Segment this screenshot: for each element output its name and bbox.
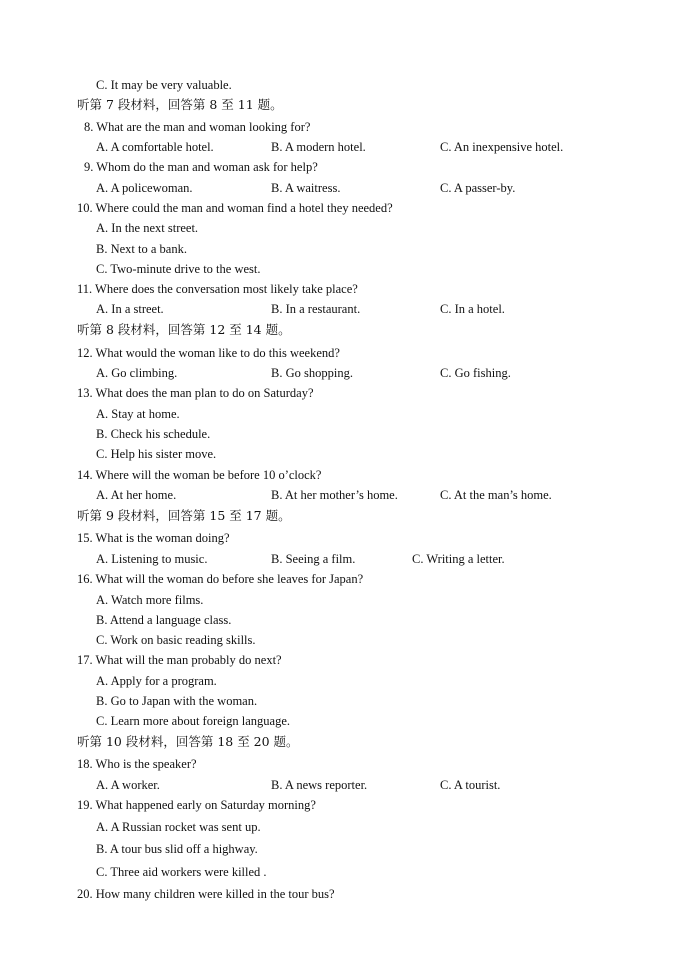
option-line: C. Three aid workers were killed . (96, 865, 267, 879)
option-line: B. At her mother’s home. (271, 488, 398, 502)
option-line: A. A policewoman. (96, 181, 193, 195)
option-line: A. Go climbing. (96, 366, 178, 380)
option-line: B. A waitress. (271, 181, 341, 195)
question-line: 13. What does the man plan to do on Saturday? (77, 386, 314, 400)
option-line: A. Listening to music. (96, 552, 208, 566)
option-line: A. Stay at home. (96, 407, 180, 421)
option-line: A. At her home. (96, 488, 177, 502)
option-line: A. Apply for a program. (96, 674, 217, 688)
question-line: 18. Who is the speaker? (77, 757, 197, 771)
question-line: 8. What are the man and woman looking for? (84, 120, 311, 134)
option-line: C. Help his sister move. (96, 447, 217, 461)
option-line: B. Check his schedule. (96, 427, 211, 441)
option-line: C. Go fishing. (440, 366, 511, 380)
option-line: C. A tourist. (440, 778, 501, 792)
option-line: C. An inexpensive hotel. (440, 140, 564, 154)
question-line: 9. Whom do the man and woman ask for help? (84, 160, 318, 174)
question-line: 14. Where will the woman be before 10 o’clock? (77, 468, 322, 482)
question-line: 20. How many children were killed in the tour bus? (77, 887, 335, 901)
option-line: C. Two-minute drive to the west. (96, 262, 261, 276)
option-line: B. Next to a bank. (96, 242, 187, 256)
option-line: A. A Russian rocket was sent up. (96, 820, 261, 834)
option-line: B. Go to Japan with the woman. (96, 694, 258, 708)
option-line: B. In a restaurant. (271, 302, 361, 316)
option-line: B. A tour bus slid off a highway. (96, 842, 258, 856)
option-line: A. In a street. (96, 302, 164, 316)
option-line: C. Work on basic reading skills. (96, 633, 256, 647)
section-heading: 听第 9 段材料，回答第 15 至 17 题。 (77, 508, 291, 523)
question-line: 12. What would the woman like to do this weekend? (77, 346, 340, 360)
question-line: 17. What will the man probably do next? (77, 653, 282, 667)
option-line: A. Watch more films. (96, 593, 204, 607)
option-line: B. A news reporter. (271, 778, 368, 792)
question-line: 19. What happened early on Saturday morning? (77, 798, 316, 812)
option-line: C. Learn more about foreign language. (96, 714, 291, 728)
option-line: B. Seeing a film. (271, 552, 356, 566)
option-line: A. A worker. (96, 778, 160, 792)
option-line: C. It may be very valuable. (96, 78, 232, 92)
section-heading: 听第 7 段材料，回答第 8 至 11 题。 (77, 97, 283, 112)
section-heading: 听第 8 段材料，回答第 12 至 14 题。 (77, 322, 291, 337)
option-line: A. In the next street. (96, 221, 199, 235)
question-line: 15. What is the woman doing? (77, 531, 230, 545)
question-line: 11. Where does the conversation most likely take place? (77, 282, 358, 296)
option-line: A. A comfortable hotel. (96, 140, 214, 154)
option-line: C. At the man’s home. (440, 488, 552, 502)
option-line: B. Go shopping. (271, 366, 353, 380)
section-heading: 听第 10 段材料，回答第 18 至 20 题。 (77, 734, 299, 749)
option-line: B. Attend a language class. (96, 613, 232, 627)
option-line: B. A modern hotel. (271, 140, 366, 154)
option-line: C. Writing a letter. (412, 552, 505, 566)
question-line: 16. What will the woman do before she leaves for Japan? (77, 572, 364, 586)
option-line: C. In a hotel. (440, 302, 505, 316)
question-line: 10. Where could the man and woman find a hotel they needed? (77, 201, 393, 215)
option-line: C. A passer-by. (440, 181, 516, 195)
